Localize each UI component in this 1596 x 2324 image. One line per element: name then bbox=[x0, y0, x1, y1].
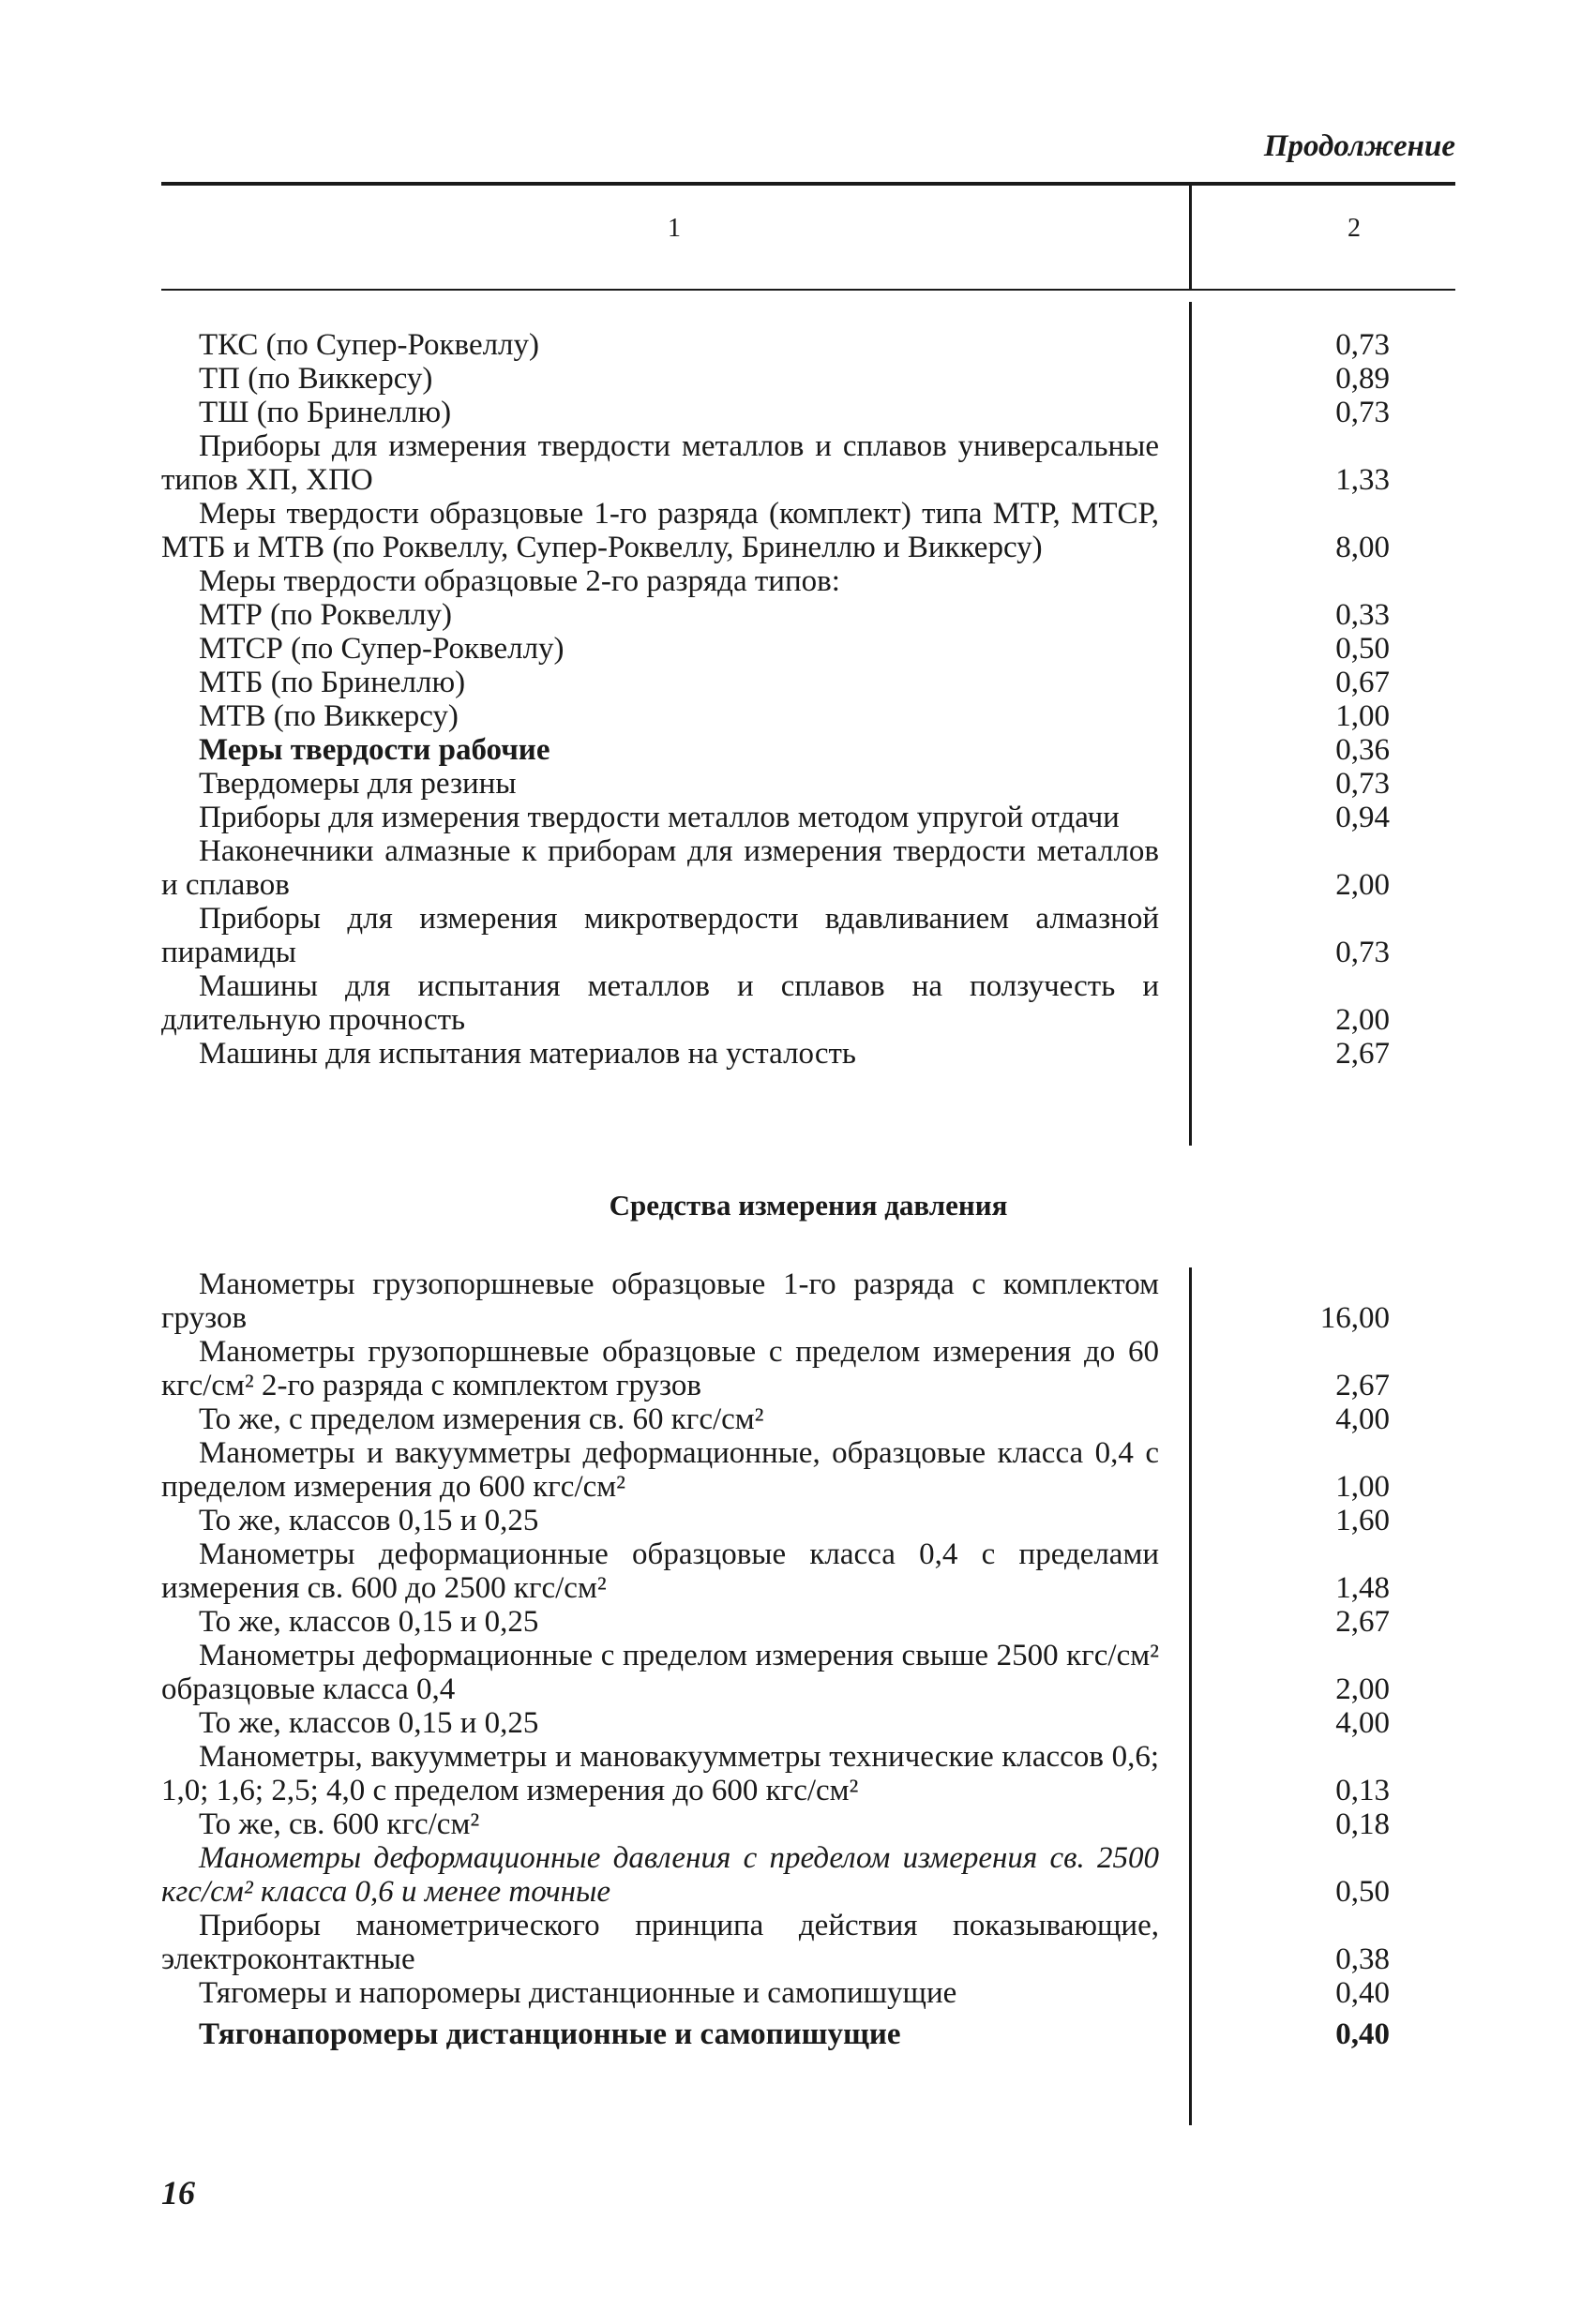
header-rule bbox=[161, 289, 1455, 291]
row-value: 0,73 bbox=[1335, 328, 1390, 362]
row-name: ТШ (по Бринеллю) bbox=[199, 396, 452, 429]
row-name: Тягомеры и напоромеры дистанционные и самопишущие bbox=[199, 1976, 957, 2010]
row-name: МТВ (по Виккерсу) bbox=[199, 699, 459, 733]
top-rule bbox=[161, 182, 1455, 186]
row-value: 0,50 bbox=[1335, 1875, 1390, 1909]
table-row: Манометры грузопоршневые образцовые 1-го разряда с комплектом грузов 16,00 bbox=[161, 1267, 1390, 1335]
row-value: 0,73 bbox=[1335, 936, 1390, 969]
table-row: Манометры и вакуумметры деформационные, образцовые класса 0,4 с пределом измерения до 600 кгс/см² 1,00 bbox=[161, 1436, 1390, 1504]
table-row: Меры твердости образцовые 1-го разряда (комплект) типа МТР, МТСР, МТБ и МТВ (по Роквеллу, Супер-Роквеллу, Бринеллю и Виккерсу) 8,00 bbox=[161, 497, 1390, 564]
table-row: Манометры деформационные образцовые класса 0,4 с пределами измерения св. 600 до 2500 кгс/см² 1,48 bbox=[161, 1537, 1390, 1605]
table-row: Меры твердости образцовые 2-го разряда типов: bbox=[199, 564, 840, 598]
section-title: Средства измерения давления bbox=[609, 1189, 1008, 1222]
row-value: 8,00 bbox=[1335, 531, 1390, 564]
row-value: 0,40 bbox=[1335, 1976, 1390, 2010]
table-row: Приборы для измерения микротвердости вдавливанием алмазной пирамиды 0,73 bbox=[161, 902, 1390, 969]
row-name: Машины для испытания материалов на усталость bbox=[199, 1037, 856, 1071]
row-value: 1,00 bbox=[1335, 699, 1390, 733]
row-value: 0,94 bbox=[1335, 801, 1390, 834]
row-name: То же, с пределом измерения св. 60 кгс/см² bbox=[199, 1402, 764, 1436]
table-row bbox=[161, 699, 1390, 733]
table-row bbox=[161, 666, 1390, 699]
row-value: 2,67 bbox=[1335, 1037, 1390, 1071]
row-value: 0,40 bbox=[1335, 2017, 1390, 2051]
table-row bbox=[161, 1605, 1390, 1639]
table-row bbox=[161, 1976, 1390, 2010]
table-row bbox=[161, 1402, 1390, 1436]
row-value: 2,00 bbox=[1335, 1672, 1390, 1706]
table-row: Машины для испытания металлов и сплавов на ползучесть и длительную прочность 2,00 bbox=[161, 969, 1390, 1037]
column-header-1: 1 bbox=[668, 214, 681, 243]
table-row bbox=[161, 767, 1390, 801]
row-name: То же, классов 0,15 и 0,25 bbox=[199, 1605, 539, 1639]
hardness-table bbox=[161, 328, 1390, 1071]
row-value: 1,33 bbox=[1335, 463, 1390, 497]
table-row bbox=[161, 396, 1390, 429]
table-row bbox=[161, 632, 1390, 666]
page-number: 16 bbox=[161, 2174, 195, 2212]
row-name: ТКС (по Супер-Роквеллу) bbox=[199, 328, 540, 362]
pressure-table bbox=[161, 1267, 1390, 2051]
row-name: Тягонапоромеры дистанционные и самопишущие bbox=[199, 2017, 901, 2051]
row-name: ТП (по Виккерсу) bbox=[199, 362, 433, 396]
row-value: 2,00 bbox=[1335, 868, 1390, 902]
table-row: Манометры грузопоршневые образцовые с пределом измерения до 60 кгс/см² 2-го разряда с комплектом грузов 2,67 bbox=[161, 1335, 1390, 1402]
row-value: 0,67 bbox=[1335, 666, 1390, 699]
row-value: 1,48 bbox=[1335, 1571, 1390, 1605]
row-value: 1,60 bbox=[1335, 1504, 1390, 1537]
table-row: Приборы манометрического принципа действия показывающие, электроконтактные 0,38 bbox=[161, 1909, 1390, 1976]
table-row: Наконечники алмазные к приборам для измерения твердости металлов и сплавов 2,00 bbox=[161, 834, 1390, 902]
table-row bbox=[161, 1037, 1390, 1071]
row-value: 2,00 bbox=[1335, 1003, 1390, 1037]
row-value: 0,36 bbox=[1335, 733, 1390, 767]
row-name: То же, классов 0,15 и 0,25 bbox=[199, 1706, 539, 1740]
row-value: 0,33 bbox=[1335, 598, 1390, 632]
table-row bbox=[161, 1807, 1390, 1841]
row-value: 0,73 bbox=[1335, 767, 1390, 801]
row-name: Твердомеры для резины bbox=[199, 767, 517, 801]
row-value: 0,38 bbox=[1335, 1942, 1390, 1976]
row-value: 4,00 bbox=[1335, 1402, 1390, 1436]
row-name: МТР (по Роквеллу) bbox=[199, 598, 453, 632]
row-value: 0,50 bbox=[1335, 632, 1390, 666]
table-row: Манометры деформационные давления с пределом измерения св. 2500 кгс/см² класса 0,6 и менее точные 0,50 bbox=[161, 1841, 1390, 1909]
table-row bbox=[161, 598, 1390, 632]
row-name: МТСР (по Супер-Роквеллу) bbox=[199, 632, 565, 666]
table-row: Манометры, вакуумметры и мановакуумметры технические классов 0,6; 1,0; 1,6; 2,5; 4,0 с пределом измерения до 600 кгс/см² 0,13 bbox=[161, 1740, 1390, 1807]
row-name: МТБ (по Бринеллю) bbox=[199, 666, 466, 699]
continuation-label: Продолжение bbox=[1263, 129, 1455, 163]
table-row: Приборы для измерения твердости металлов методом упругой отдачи 0,94 bbox=[199, 801, 1390, 834]
row-value: 4,00 bbox=[1335, 1706, 1390, 1740]
row-value: 16,00 bbox=[1319, 1301, 1390, 1335]
row-value: 0,73 bbox=[1335, 396, 1390, 429]
column-divider-header bbox=[1189, 186, 1192, 291]
table-row: Манометры деформационные с пределом измерения свыше 2500 кгс/см² образцовые класса 0,4 2,00 bbox=[161, 1639, 1390, 1706]
row-name: То же, св. 600 кгс/см² bbox=[199, 1807, 480, 1841]
table-row bbox=[161, 1706, 1390, 1740]
table-row bbox=[161, 2017, 1390, 2051]
row-value: 2,67 bbox=[1335, 1605, 1390, 1639]
row-value: 1,00 bbox=[1335, 1470, 1390, 1504]
table-row bbox=[161, 328, 1390, 362]
column-header-2: 2 bbox=[1348, 214, 1361, 243]
row-value: 0,13 bbox=[1335, 1774, 1390, 1807]
table-row bbox=[161, 733, 1390, 767]
table-row bbox=[161, 1504, 1390, 1537]
row-value: 0,18 bbox=[1335, 1807, 1390, 1841]
row-value: 2,67 bbox=[1335, 1369, 1390, 1402]
table-row: Приборы для измерения твердости металлов и сплавов универсальные типов ХП, ХПО 1,33 bbox=[161, 429, 1390, 497]
row-value: 0,89 bbox=[1335, 362, 1390, 396]
table-row bbox=[161, 362, 1390, 396]
row-name: Меры твердости рабочие bbox=[199, 733, 550, 767]
row-name: То же, классов 0,15 и 0,25 bbox=[199, 1504, 539, 1537]
